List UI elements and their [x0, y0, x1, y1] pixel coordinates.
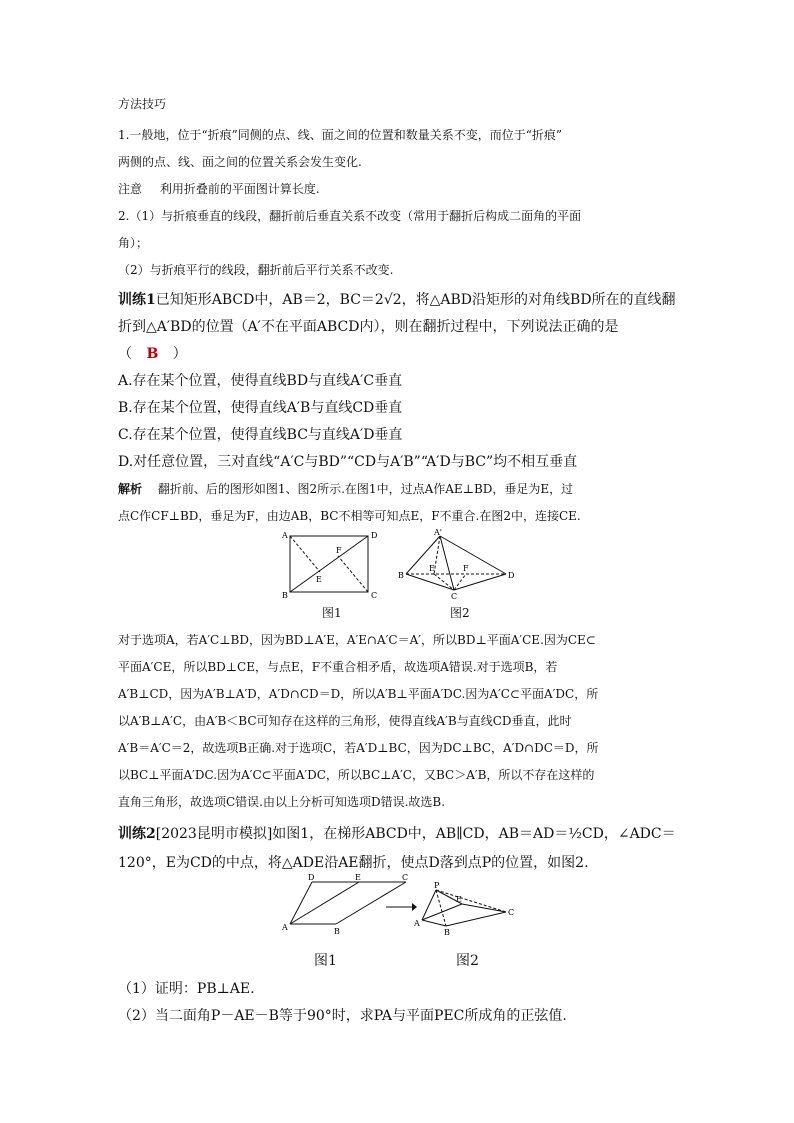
train1-answer-paren [118, 343, 187, 363]
t2-fig1-label-c: C [402, 873, 409, 882]
method-heading: 方法技巧 [118, 97, 167, 111]
t2-fig1-label-a: A [282, 923, 288, 932]
method-point-2a: 2.（1）与折痕垂直的线段，翻折前后垂直关系不改变（常用于翻折后构成二面角的平面 [118, 209, 582, 223]
solution-line3: 对于选项A，若A′C⊥BD，因为BD⊥A′E，A′E∩A′C＝A′，所以BD⊥平面A′CE.因为CE⊂ [118, 633, 596, 647]
train1-number: 1 [146, 292, 156, 308]
fig2-label-c: C [451, 592, 458, 600]
t2-fig2-label-e: E [456, 895, 462, 904]
fig2-label-a-prime: A' [434, 528, 442, 537]
train1-fig2-caption: 图2 [450, 606, 470, 620]
paren-open: （ [118, 346, 132, 362]
solution-label: 解析 [118, 482, 143, 496]
train1-figure1 [280, 528, 380, 600]
note-label: 注意 [118, 182, 143, 196]
arrow-icon [384, 900, 418, 914]
train1-figure2 [396, 528, 518, 600]
fig2-label-f: F [463, 564, 469, 573]
fig1-label-e: E [316, 575, 322, 584]
train1-q1-text: 已知矩形ABCD中，AB＝2，BC＝2√2，将△ABD沿矩形的对角线BD所在的直线翻 [155, 292, 676, 308]
method-note [118, 180, 320, 197]
train2-label: 训练 [118, 826, 146, 842]
fig2-label-e: E [429, 564, 435, 573]
t2-fig1-label-b: B [334, 927, 340, 934]
fig1-label-f: F [336, 546, 342, 555]
fig1-label-c: C [371, 591, 378, 600]
train2-fig1-caption: 图1 [314, 953, 337, 969]
train2-question-line2: 120°，E为CD的中点，将△ADE沿AE翻折，使点D落到点P的位置，如图2. [118, 855, 589, 871]
method-point-2b: 角）； [118, 236, 149, 250]
option-d: D.对任意位置，三对直线“A′C与BD”“CD与A′B”“A′D与BC”均不相互垂直 [118, 454, 578, 470]
solution-s1: 翻折前、后的图形如图1、图2所示.在图1中，过点A作AE⊥BD，垂足为E，过 [157, 482, 574, 496]
solution-line2: 点C作CF⊥BD，垂足为F，由边AB，BC不相等可知点E，F不重合.在图2中，连接CE. [118, 509, 581, 523]
train2-part1: （1）证明：PB⊥AE. [118, 981, 255, 997]
fig2-label-b: B [398, 571, 404, 580]
t2-fig2-label-a: A [414, 919, 420, 928]
train2-figure2 [414, 880, 518, 936]
train2-question-line1 [118, 823, 676, 843]
option-a: A.存在某个位置，使得直线BD与直线A′C垂直 [118, 373, 403, 389]
option-b: B.存在某个位置，使得直线A′B与直线CD垂直 [118, 400, 403, 416]
solution-line1 [118, 480, 573, 497]
train2-part2: （2）当二面角P－AE－B等于90°时，求PA与平面PEC所成角的正弦值. [118, 1008, 567, 1024]
solution-line9: 直角三角形，故选项C错误.由以上分析可知选项D错误.故选B. [118, 795, 446, 809]
fig2-label-d: D [508, 571, 515, 580]
solution-line8: 以BC⊥平面A′DC.因为A′C⊂平面A′DC，所以BC⊥A′C，又BC＞A′B，所以不存在这样的 [118, 768, 595, 782]
train1-label: 训练 [118, 292, 146, 308]
train2-q1-text: [2023昆明市模拟]如图1，在梯形ABCD中，AB∥CD，AB＝AD＝½CD，∠ADC＝ [155, 826, 676, 842]
method-point-1a: 1.一般地，位于“折痕”同侧的点、线、面之间的位置和数量关系不变，而位于“折痕” [118, 128, 562, 142]
fig1-label-d: D [371, 531, 378, 540]
method-point-3: （2）与折痕平行的线段，翻折前后平行关系不改变. [118, 263, 394, 277]
option-c: C.存在某个位置，使得直线BC与直线A′D垂直 [118, 427, 403, 443]
fig1-label-a: A [282, 531, 288, 540]
train1-fig1-caption: 图1 [322, 606, 342, 620]
train1-question-line2: 折到△A′BD的位置（A′不在平面ABCD内），则在翻折过程中，下列说法正确的是 [118, 319, 619, 335]
method-point-1b: 两侧的点、线、面之间的位置关系会发生变化. [118, 155, 362, 169]
solution-line7: A′B＝A′C＝2，故选项B正确.对于选项C，若A′D⊥BC，因为DC⊥BC，A′D∩DC＝D，所 [118, 741, 599, 755]
t2-fig2-label-b: B [444, 928, 450, 936]
t2-fig2-label-c: C [508, 908, 515, 917]
train1-question-line1 [118, 289, 676, 309]
solution-line6: 以A′B⊥A′C，由A′B＜BC可知存在这样的三角形，使得直线A′B与直线CD垂直，此时 [118, 714, 572, 728]
solution-line4: 平面A′CE，所以BD⊥CE，与点E，F不重合相矛盾，故选项A错误.对于选项B，若 [118, 660, 558, 674]
t2-fig1-label-e: E [355, 873, 361, 882]
paren-close: ） [172, 346, 187, 362]
train1-answer: B [146, 346, 159, 362]
train2-number: 2 [146, 826, 156, 842]
train2-fig2-caption: 图2 [456, 953, 479, 969]
fig1-label-b: B [282, 591, 288, 600]
note-text: 利用折叠前的平面图计算长度. [159, 182, 320, 196]
t2-fig2-label-p: P [434, 881, 440, 890]
solution-line5: A′B⊥CD，因为A′B⊥A′D，A′D∩CD＝D，所以A′B⊥平面A′DC.因为A′C⊂平面A′DC，所 [118, 687, 599, 701]
t2-fig1-label-d: D [308, 873, 315, 882]
